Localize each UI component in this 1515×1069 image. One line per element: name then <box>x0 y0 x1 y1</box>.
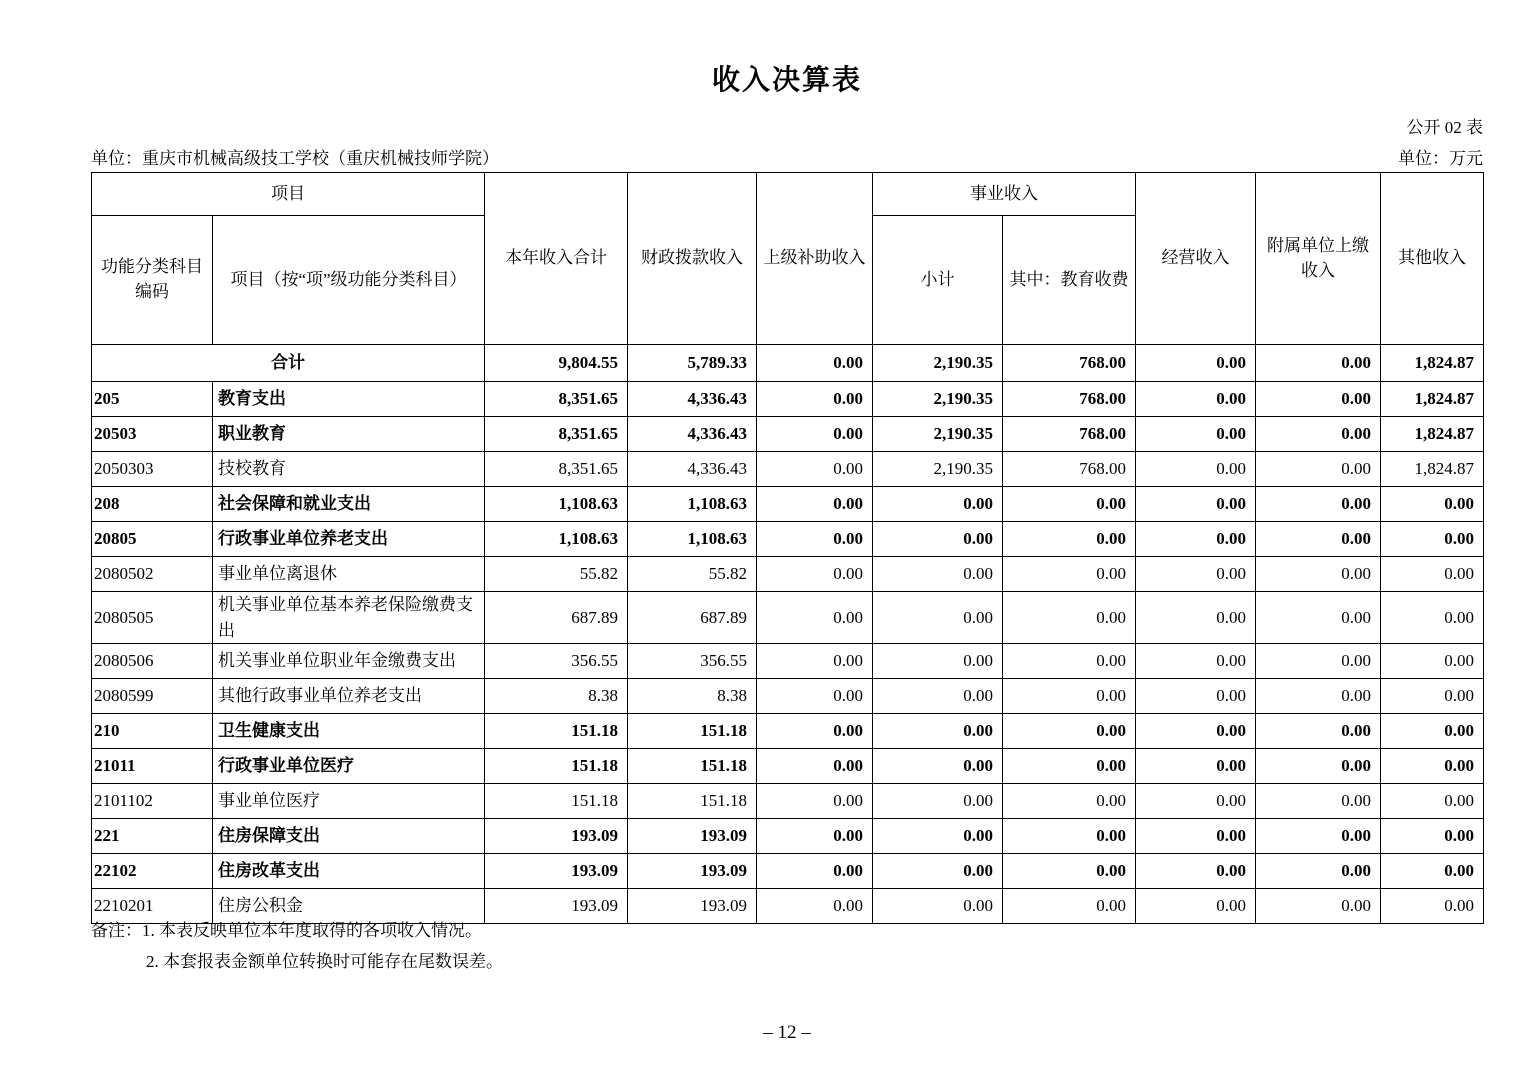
row-value: 768.00 <box>1003 345 1136 382</box>
row-value: 0.00 <box>1381 487 1484 522</box>
row-value: 2,190.35 <box>873 452 1003 487</box>
income-table <box>91 172 1484 924</box>
row-value: 151.18 <box>628 749 757 784</box>
row-value: 5,789.33 <box>628 345 757 382</box>
row-value: 0.00 <box>1381 889 1484 924</box>
row-item-name: 其他行政事业单位养老支出 <box>213 679 485 714</box>
note-line-1: 备注：1. 本表反映单位本年度取得的各项收入情况。 <box>91 921 482 940</box>
row-function-code: 208 <box>92 487 213 522</box>
header-function-code: 功能分类科目编码 <box>92 216 213 345</box>
table-row <box>92 382 1484 417</box>
row-item-name: 住房公积金 <box>213 889 485 924</box>
row-value: 0.00 <box>1136 452 1256 487</box>
row-value: 193.09 <box>628 889 757 924</box>
row-value: 0.00 <box>757 592 873 644</box>
note-line-2: 2. 本套报表金额单位转换时可能存在尾数误差。 <box>146 952 503 971</box>
row-value: 4,336.43 <box>628 382 757 417</box>
row-value: 0.00 <box>1136 487 1256 522</box>
row-value: 0.00 <box>757 679 873 714</box>
row-function-code: 2080502 <box>92 557 213 592</box>
row-value: 4,336.43 <box>628 417 757 452</box>
header-project-group: 项目 <box>92 173 485 216</box>
row-value: 0.00 <box>1256 345 1381 382</box>
row-value: 687.89 <box>628 592 757 644</box>
table-row <box>92 522 1484 557</box>
row-function-code: 22102 <box>92 854 213 889</box>
table-body <box>92 345 1484 924</box>
row-item-name: 职业教育 <box>213 417 485 452</box>
row-value: 193.09 <box>485 889 628 924</box>
row-value: 0.00 <box>1136 889 1256 924</box>
table-row <box>92 644 1484 679</box>
header-subtotal: 小计 <box>873 216 1003 345</box>
row-value: 1,108.63 <box>485 522 628 557</box>
row-value: 0.00 <box>757 749 873 784</box>
row-value: 0.00 <box>1003 784 1136 819</box>
row-value: 0.00 <box>1381 784 1484 819</box>
row-value: 0.00 <box>757 644 873 679</box>
row-value: 0.00 <box>1256 714 1381 749</box>
row-value: 193.09 <box>628 854 757 889</box>
row-value: 1,824.87 <box>1381 382 1484 417</box>
table-row <box>92 557 1484 592</box>
table-row <box>92 714 1484 749</box>
row-item-name: 教育支出 <box>213 382 485 417</box>
row-function-code: 2080506 <box>92 644 213 679</box>
row-value: 2,190.35 <box>873 345 1003 382</box>
row-value: 0.00 <box>757 417 873 452</box>
row-value: 151.18 <box>628 784 757 819</box>
row-value: 0.00 <box>1003 819 1136 854</box>
row-value: 0.00 <box>1256 522 1381 557</box>
row-value: 151.18 <box>628 714 757 749</box>
row-value: 0.00 <box>1003 679 1136 714</box>
row-value: 0.00 <box>1136 345 1256 382</box>
row-value: 0.00 <box>1256 889 1381 924</box>
row-value: 0.00 <box>873 749 1003 784</box>
row-value: 193.09 <box>485 819 628 854</box>
row-value: 0.00 <box>757 452 873 487</box>
row-value: 0.00 <box>757 557 873 592</box>
table-code-label: 公开 02 表 <box>1406 118 1483 137</box>
row-value: 0.00 <box>873 644 1003 679</box>
row-value: 0.00 <box>1003 749 1136 784</box>
header-business-income-group: 事业收入 <box>873 173 1136 216</box>
row-value: 0.00 <box>873 784 1003 819</box>
row-value: 0.00 <box>1136 819 1256 854</box>
row-value: 0.00 <box>1256 382 1381 417</box>
row-value: 0.00 <box>873 854 1003 889</box>
row-value: 0.00 <box>1003 522 1136 557</box>
row-value: 0.00 <box>1256 819 1381 854</box>
row-value: 0.00 <box>873 487 1003 522</box>
row-value: 356.55 <box>485 644 628 679</box>
row-value: 0.00 <box>757 382 873 417</box>
row-value: 151.18 <box>485 714 628 749</box>
row-item-name: 卫生健康支出 <box>213 714 485 749</box>
row-value: 0.00 <box>1256 487 1381 522</box>
row-value: 1,824.87 <box>1381 452 1484 487</box>
row-value: 0.00 <box>1136 714 1256 749</box>
row-value: 0.00 <box>1381 592 1484 644</box>
row-value: 0.00 <box>873 819 1003 854</box>
row-function-code: 205 <box>92 382 213 417</box>
row-value: 0.00 <box>1136 854 1256 889</box>
row-value: 0.00 <box>873 557 1003 592</box>
row-value: 0.00 <box>1136 679 1256 714</box>
unit-row <box>91 144 1483 169</box>
row-value: 0.00 <box>1136 557 1256 592</box>
header-total-income: 本年收入合计 <box>485 173 628 345</box>
row-value: 0.00 <box>1256 854 1381 889</box>
table-row <box>92 345 1484 382</box>
row-value: 0.00 <box>1136 382 1256 417</box>
row-function-code: 20503 <box>92 417 213 452</box>
row-value: 0.00 <box>1381 557 1484 592</box>
row-value: 768.00 <box>1003 382 1136 417</box>
row-item-name: 技校教育 <box>213 452 485 487</box>
table-row <box>92 679 1484 714</box>
row-function-code: 2210201 <box>92 889 213 924</box>
row-value: 193.09 <box>485 854 628 889</box>
row-value: 151.18 <box>485 784 628 819</box>
row-value: 0.00 <box>873 679 1003 714</box>
row-function-code: 21011 <box>92 749 213 784</box>
row-value: 0.00 <box>1136 417 1256 452</box>
table-row <box>92 592 1484 644</box>
row-value: 0.00 <box>757 487 873 522</box>
row-value: 1,824.87 <box>1381 417 1484 452</box>
row-value: 0.00 <box>1136 522 1256 557</box>
row-value: 0.00 <box>1381 679 1484 714</box>
row-value: 356.55 <box>628 644 757 679</box>
row-value: 4,336.43 <box>628 452 757 487</box>
row-value: 0.00 <box>757 889 873 924</box>
row-value: 768.00 <box>1003 452 1136 487</box>
row-value: 0.00 <box>1381 522 1484 557</box>
row-value: 0.00 <box>1256 417 1381 452</box>
row-value: 768.00 <box>1003 417 1136 452</box>
row-value: 0.00 <box>873 592 1003 644</box>
row-value: 8.38 <box>485 679 628 714</box>
row-value: 1,108.63 <box>628 487 757 522</box>
header-operating-income: 经营收入 <box>1136 173 1256 345</box>
row-function-code: 2080505 <box>92 592 213 644</box>
row-function-code: 20805 <box>92 522 213 557</box>
unit-money-label: 单位：万元 <box>1398 149 1483 168</box>
row-value: 0.00 <box>1003 487 1136 522</box>
row-value: 55.82 <box>485 557 628 592</box>
row-value: 0.00 <box>757 819 873 854</box>
row-value: 0.00 <box>873 714 1003 749</box>
row-value: 0.00 <box>1256 784 1381 819</box>
row-value: 0.00 <box>757 714 873 749</box>
row-value: 2,190.35 <box>873 382 1003 417</box>
row-function-code: 2101102 <box>92 784 213 819</box>
row-item-name: 住房改革支出 <box>213 854 485 889</box>
row-value: 0.00 <box>1256 592 1381 644</box>
row-item-name: 机关事业单位职业年金缴费支出 <box>213 644 485 679</box>
row-total-label: 合计 <box>92 345 485 382</box>
page-number: – 12 – <box>763 1022 811 1043</box>
row-value: 1,108.63 <box>485 487 628 522</box>
row-value: 0.00 <box>1256 452 1381 487</box>
row-value: 0.00 <box>1003 644 1136 679</box>
row-value: 0.00 <box>1003 889 1136 924</box>
row-value: 0.00 <box>1381 714 1484 749</box>
row-function-code: 210 <box>92 714 213 749</box>
table-row <box>92 417 1484 452</box>
row-value: 8.38 <box>628 679 757 714</box>
header-education-fee: 其中：教育收费 <box>1003 216 1136 345</box>
header-superior-subsidy: 上级补助收入 <box>757 173 873 345</box>
row-value: 1,824.87 <box>1381 345 1484 382</box>
row-value: 0.00 <box>1003 854 1136 889</box>
row-function-code: 2080599 <box>92 679 213 714</box>
row-value: 8,351.65 <box>485 417 628 452</box>
row-value: 0.00 <box>1381 819 1484 854</box>
table-row <box>92 784 1484 819</box>
header-affiliate-income: 附属单位上缴收入 <box>1256 173 1381 345</box>
row-value: 0.00 <box>1136 592 1256 644</box>
table-row <box>92 452 1484 487</box>
row-value: 0.00 <box>873 522 1003 557</box>
row-function-code: 221 <box>92 819 213 854</box>
row-value: 0.00 <box>1381 644 1484 679</box>
unit-name-label: 单位：重庆市机械高级技工学校（重庆机械技师学院） <box>91 149 499 168</box>
row-item-name: 事业单位离退休 <box>213 557 485 592</box>
row-value: 0.00 <box>757 854 873 889</box>
row-value: 9,804.55 <box>485 345 628 382</box>
row-value: 0.00 <box>757 345 873 382</box>
row-value: 193.09 <box>628 819 757 854</box>
row-item-name: 住房保障支出 <box>213 819 485 854</box>
header-other-income: 其他收入 <box>1381 173 1484 345</box>
row-function-code: 2050303 <box>92 452 213 487</box>
row-value: 0.00 <box>1381 854 1484 889</box>
row-item-name: 事业单位医疗 <box>213 784 485 819</box>
table-row <box>92 749 1484 784</box>
row-value: 151.18 <box>485 749 628 784</box>
row-value: 1,108.63 <box>628 522 757 557</box>
row-value: 55.82 <box>628 557 757 592</box>
row-value: 8,351.65 <box>485 382 628 417</box>
page-title: 收入决算表 <box>711 65 862 96</box>
row-value: 0.00 <box>1256 557 1381 592</box>
table-row <box>92 854 1484 889</box>
row-value: 0.00 <box>1256 644 1381 679</box>
row-value: 0.00 <box>1003 714 1136 749</box>
row-value: 0.00 <box>873 889 1003 924</box>
row-value: 0.00 <box>1256 749 1381 784</box>
row-value: 0.00 <box>1381 749 1484 784</box>
header-fiscal-appropriation: 财政拨款收入 <box>628 173 757 345</box>
row-value: 0.00 <box>1136 784 1256 819</box>
row-value: 0.00 <box>1136 749 1256 784</box>
row-value: 0.00 <box>1256 679 1381 714</box>
row-value: 0.00 <box>1003 557 1136 592</box>
row-item-name: 行政事业单位养老支出 <box>213 522 485 557</box>
row-item-name: 行政事业单位医疗 <box>213 749 485 784</box>
row-value: 687.89 <box>485 592 628 644</box>
row-value: 0.00 <box>1136 644 1256 679</box>
table-row <box>92 487 1484 522</box>
row-value: 0.00 <box>1003 592 1136 644</box>
row-item-name: 社会保障和就业支出 <box>213 487 485 522</box>
table-header <box>92 173 1484 345</box>
row-value: 0.00 <box>757 784 873 819</box>
notes-block <box>91 915 503 977</box>
row-value: 8,351.65 <box>485 452 628 487</box>
row-item-name: 机关事业单位基本养老保险缴费支出 <box>213 592 485 644</box>
header-item-name: 项目（按“项”级功能分类科目） <box>213 216 485 345</box>
row-value: 0.00 <box>757 522 873 557</box>
row-value: 2,190.35 <box>873 417 1003 452</box>
table-row <box>92 819 1484 854</box>
